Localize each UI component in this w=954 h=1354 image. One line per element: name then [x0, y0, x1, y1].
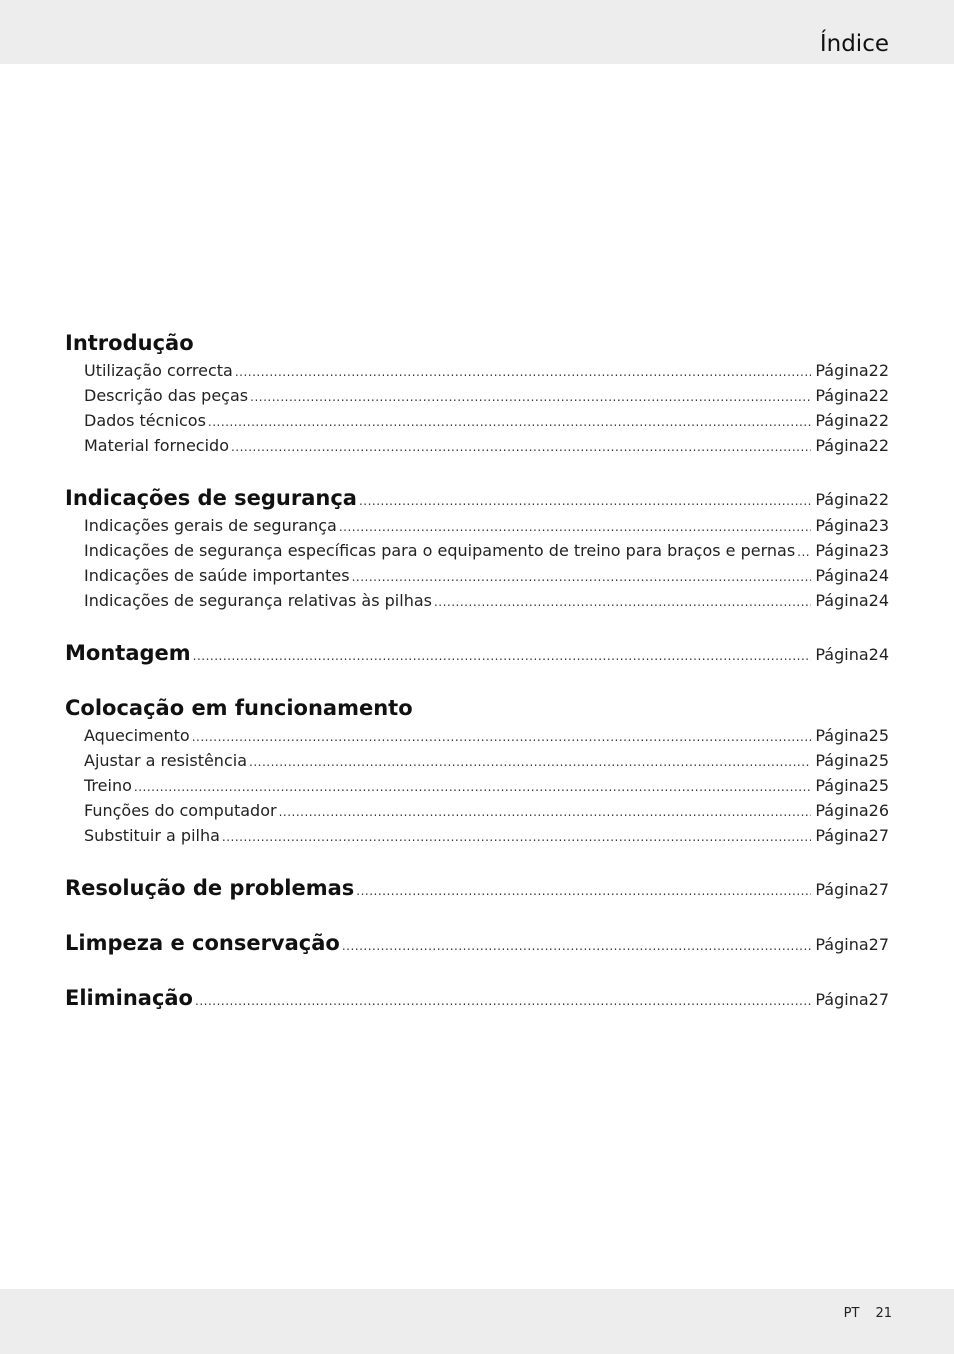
- dot-leader: [134, 775, 811, 800]
- page-label: Página: [815, 801, 869, 820]
- toc-entry-label: Indicações de segurança relativas às pilhas: [84, 591, 432, 610]
- toc-heading-row[interactable]: [65, 873, 889, 903]
- page-title: Índice: [819, 31, 889, 57]
- toc-heading: Eliminação: [65, 986, 193, 1010]
- toc-entry-label: Substituir a pilha: [84, 826, 220, 845]
- toc-entry-label: Indicações de segurança específicas para o equipamento de treino para braços e pernas: [84, 541, 796, 560]
- dot-leader: [231, 435, 811, 460]
- toc-heading-row[interactable]: [65, 483, 889, 513]
- toc-section: [65, 983, 889, 1013]
- toc-entry[interactable]: [65, 773, 889, 798]
- page-number: 22: [868, 436, 889, 455]
- dot-leader: [235, 360, 812, 385]
- toc-entry[interactable]: [65, 748, 889, 773]
- dot-leader: [356, 876, 811, 906]
- page-label: Página: [815, 726, 869, 745]
- dot-leader: [279, 800, 812, 825]
- page-label: Página: [815, 751, 869, 770]
- page-number: 27: [868, 990, 889, 1009]
- page-number: 24: [868, 566, 889, 585]
- dot-leader: [352, 565, 812, 590]
- toc-entry-label: Indicações gerais de segurança: [84, 516, 337, 535]
- toc-section: [65, 328, 889, 458]
- page-number: 27: [868, 880, 889, 899]
- page-label: Página: [815, 566, 869, 585]
- toc-entry[interactable]: [65, 358, 889, 383]
- dot-leader: [195, 986, 811, 1016]
- toc-entry[interactable]: [65, 538, 889, 563]
- page-number: 22: [868, 386, 889, 405]
- page-number: 22: [868, 411, 889, 430]
- toc-entry-label: Funções do computador: [84, 801, 277, 820]
- page-number: 24: [868, 591, 889, 610]
- toc-section: [65, 638, 889, 668]
- page-number: 22: [868, 490, 889, 509]
- footer-page-number: 21: [875, 1306, 892, 1321]
- toc-heading-row[interactable]: [65, 983, 889, 1013]
- page-label: Página: [815, 361, 869, 380]
- toc-entry-label: Material fornecido: [84, 436, 229, 455]
- toc-entry[interactable]: [65, 408, 889, 433]
- toc-entry-label: Descrição das peças: [84, 386, 249, 405]
- toc-entry-label: Treino: [84, 776, 132, 795]
- dot-leader: [250, 385, 811, 410]
- toc-entry-label: Indicações de saúde importantes: [84, 566, 350, 585]
- page-label: Página: [815, 776, 869, 795]
- dot-leader: [249, 750, 811, 775]
- page-label: Página: [815, 516, 869, 535]
- toc-heading: Resolução de problemas: [65, 876, 355, 900]
- toc-entry-label: Ajustar a resistência: [84, 751, 247, 770]
- footer-bar: [0, 1289, 954, 1354]
- table-of-contents: [65, 328, 889, 1013]
- page-label: Página: [815, 935, 869, 954]
- toc-entry[interactable]: [65, 433, 889, 458]
- dot-leader: [359, 486, 811, 516]
- dot-leader: [342, 931, 812, 961]
- toc-entry[interactable]: [65, 383, 889, 408]
- toc-entry-label: Utilização correcta: [84, 361, 233, 380]
- footer-language: PT: [843, 1306, 860, 1321]
- toc-entry[interactable]: [65, 823, 889, 848]
- page-number: 24: [868, 645, 889, 664]
- page-number: 27: [868, 826, 889, 845]
- page-number: 23: [868, 541, 889, 560]
- page-number: 26: [868, 801, 889, 820]
- toc-heading: Limpeza e conservação: [65, 931, 340, 955]
- toc-section: [65, 693, 889, 848]
- dot-leader: [193, 641, 812, 671]
- toc-heading: Montagem: [65, 641, 191, 665]
- toc-heading-row[interactable]: [65, 693, 889, 723]
- page-label: Página: [815, 591, 869, 610]
- page-number: 22: [868, 361, 889, 380]
- toc-heading: Indicações de segurança: [65, 486, 357, 510]
- toc-entry-label: Dados técnicos: [84, 411, 206, 430]
- footer: [844, 1306, 892, 1321]
- page-label: Página: [815, 990, 869, 1009]
- toc-section: [65, 483, 889, 613]
- dot-leader: [208, 410, 811, 435]
- page-number: 27: [868, 935, 889, 954]
- toc-heading: Introdução: [65, 331, 194, 355]
- toc-heading: Colocação em funcionamento: [65, 696, 413, 720]
- page-label: Página: [815, 490, 869, 509]
- header-bar: [0, 0, 954, 64]
- page-label: Página: [815, 826, 869, 845]
- toc-entry[interactable]: [65, 513, 889, 538]
- page-label: Página: [815, 645, 869, 664]
- page-label: Página: [815, 386, 869, 405]
- toc-section: [65, 873, 889, 903]
- dot-leader: [797, 540, 811, 565]
- page-label: Página: [815, 541, 869, 560]
- dot-leader: [222, 825, 811, 850]
- page-number: 25: [868, 726, 889, 745]
- dot-leader: [434, 590, 811, 615]
- dot-leader: [192, 725, 812, 750]
- page-number: 23: [868, 516, 889, 535]
- toc-entry[interactable]: [65, 563, 889, 588]
- toc-heading-row[interactable]: [65, 928, 889, 958]
- toc-entry[interactable]: [65, 723, 889, 748]
- toc-heading-row[interactable]: [65, 638, 889, 668]
- toc-heading-row[interactable]: [65, 328, 889, 358]
- dot-leader: [339, 515, 812, 540]
- page-label: Página: [815, 880, 869, 899]
- toc-section: [65, 928, 889, 958]
- page-label: Página: [815, 411, 869, 430]
- toc-entry[interactable]: [65, 798, 889, 823]
- toc-entry-label: Aquecimento: [84, 726, 190, 745]
- page-number: 25: [868, 776, 889, 795]
- page-label: Página: [815, 436, 869, 455]
- page-number: 25: [868, 751, 889, 770]
- toc-entry[interactable]: [65, 588, 889, 613]
